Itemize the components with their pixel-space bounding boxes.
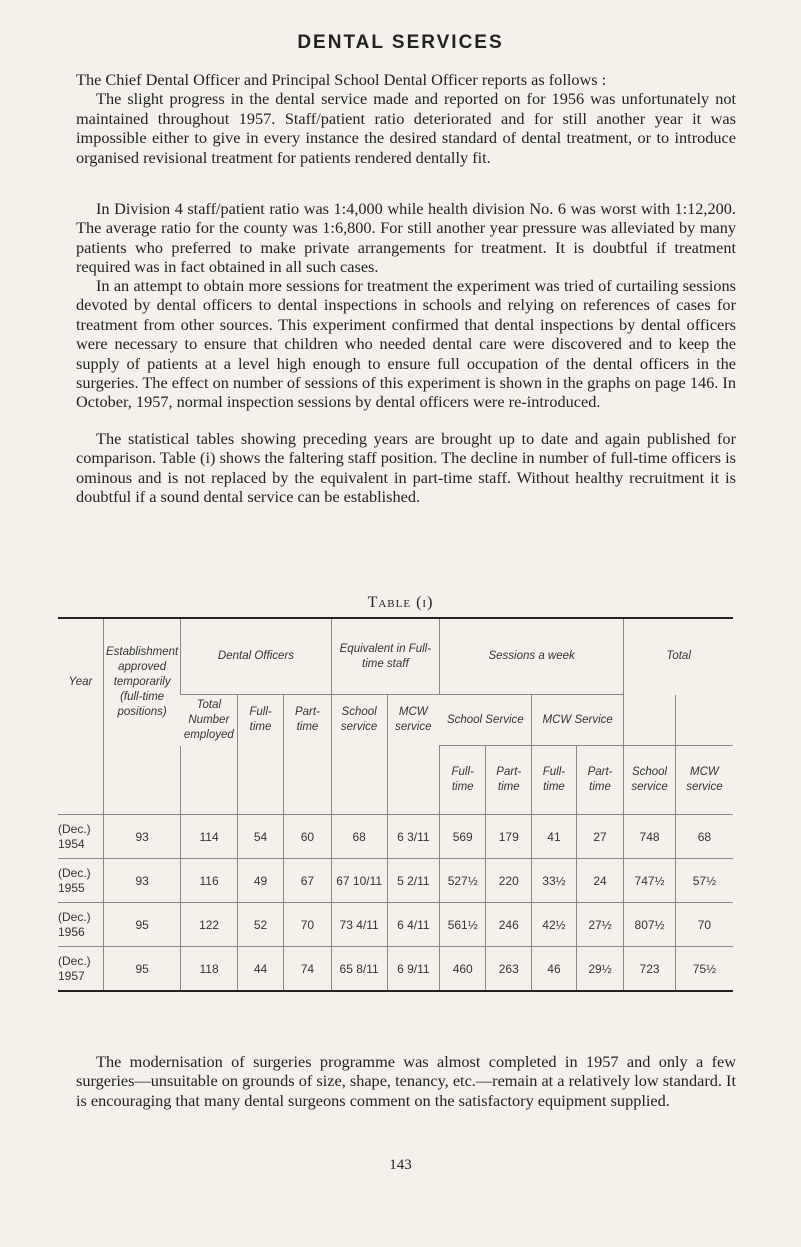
table-cell: 723 (624, 947, 676, 992)
table-row (58, 815, 733, 859)
header-sess-school-full: Full-time (440, 746, 486, 815)
table-cell: 116 (181, 859, 238, 903)
year-cell: (Dec.) 1954 (58, 815, 104, 859)
header-mcw-service-group: MCW Service (532, 695, 624, 746)
table-cell: 27½ (576, 903, 623, 947)
table-cell: 67 (284, 859, 331, 903)
table-cell: 41 (532, 815, 577, 859)
paragraph: The Chief Dental Officer and Principal School Dental Officer reports as follows : (76, 70, 607, 89)
paragraph: In Division 4 staff/patient ratio was 1:4,000 while health division No. 6 was worst with 1:12,200. The average ratio for the county was 1:6,800. For still another year pressure was alleviated by many patients who preferred to make private arrangements for treatment. It is doubtful if treatment required was in fact obtained in all such cases. (76, 199, 736, 277)
table-cell: 93 (104, 815, 181, 859)
year-cell: (Dec.) 1955 (58, 859, 104, 903)
header-sess-mcw-full: Full-time (532, 746, 577, 815)
table-cell: 68 (331, 815, 387, 859)
table-cell: 6 4/11 (387, 903, 439, 947)
table-row (58, 859, 733, 903)
header-year: Year (58, 618, 104, 746)
paragraph-block (76, 199, 736, 277)
year-cell: (Dec.) 1957 (58, 947, 104, 992)
table-cell: 114 (181, 815, 238, 859)
table-cell: 93 (104, 859, 181, 903)
table-cell: 24 (576, 859, 623, 903)
table-cell: 527½ (440, 859, 486, 903)
page-number: 143 (389, 1157, 412, 1173)
header-sessions: Sessions a week (440, 618, 624, 695)
paragraph: The slight progress in the dental service made and reported on for 1956 was unfortunately not maintained throughout 1957. Staff/patient ratio deteriorated and for still another year it was impossible either to give in every instance the desired standard of dental treatment, or to introduce organised revisional treatment for patients rendered dentally fit. (76, 89, 736, 167)
table-cell: 122 (181, 903, 238, 947)
paragraph: The statistical tables showing preceding years are brought up to date and again published for comparison. Table (i) shows the faltering staff position. The decline in number of full-time officers is ominous and is not replaced by the equivalent in part-time staff. Without healthy recruitment it is doubtful if a sound dental service can be established. (76, 429, 736, 507)
table-cell: 460 (440, 947, 486, 992)
year-cell: (Dec.) 1956 (58, 903, 104, 947)
table-caption: Table (i) (367, 594, 434, 611)
table-cell: 65 8/11 (331, 947, 387, 992)
table-cell: 44 (237, 947, 283, 992)
header-part-time: Part-time (284, 695, 331, 746)
table-cell: 73 4/11 (331, 903, 387, 947)
table-cell: 95 (104, 947, 181, 992)
paragraph-block (76, 429, 736, 507)
header-equivalent: Equivalent in Full-time staff (331, 618, 439, 695)
table-cell: 42½ (532, 903, 577, 947)
paragraph-block (76, 276, 736, 412)
table-cell: 60 (284, 815, 331, 859)
table-cell: 748 (624, 815, 676, 859)
table-cell: 6 3/11 (387, 815, 439, 859)
table-cell: 46 (532, 947, 577, 992)
intro-paragraphs (76, 70, 736, 167)
table-cell: 70 (284, 903, 331, 947)
header-full-time: Full-time (237, 695, 283, 746)
header-sess-school-part: Part-time (486, 746, 532, 815)
header-spacer (624, 695, 676, 746)
header-establishment: Establishment approved temporarily (full-time positions) (104, 618, 181, 746)
table-cell: 49 (237, 859, 283, 903)
table-cell: 569 (440, 815, 486, 859)
table-cell: 807½ (624, 903, 676, 947)
paragraph-block (76, 1052, 736, 1110)
table-cell: 33½ (532, 859, 577, 903)
table-cell: 74 (284, 947, 331, 992)
table-cell: 220 (486, 859, 532, 903)
staff-table (58, 617, 733, 992)
header-total: Total (624, 618, 733, 695)
table-cell: 118 (181, 947, 238, 992)
header-total-school: School service (624, 746, 676, 815)
page-heading: DENTAL SERVICES (297, 32, 504, 53)
table-row (58, 903, 733, 947)
table-cell: 6 9/11 (387, 947, 439, 992)
header-total-mcw: MCW service (675, 746, 733, 815)
header-total-employed: Total Number employed (181, 695, 238, 746)
header-sess-mcw-part: Part-time (576, 746, 623, 815)
paragraph: In an attempt to obtain more sessions for treatment the experiment was tried of curtailing sessions devoted by dental officers to dental inspections in schools and relying on references of cases for treatment from other sources. This experiment confirmed that dental inspections by dental officers were necessary to ensure that children who needed dental care were discovered and to keep the supply of patients at a level high enough to ensure full occupation of the dental officers in the surgeries. The effect on number of sessions of this experiment is shown in the graphs on page 146. In October, 1957, normal inspection sessions by dental officers were re-introduced. (76, 276, 736, 412)
header-spacer (675, 695, 733, 746)
header-dental-officers: Dental Officers (181, 618, 331, 695)
table-row (58, 947, 733, 992)
header-equiv-school: School service (331, 695, 387, 746)
table-cell: 179 (486, 815, 532, 859)
table-cell: 27 (576, 815, 623, 859)
table-cell: 57½ (675, 859, 733, 903)
table-cell: 95 (104, 903, 181, 947)
table-cell: 52 (237, 903, 283, 947)
header-equiv-mcw: MCW service (387, 695, 439, 746)
table-cell: 29½ (576, 947, 623, 992)
table-cell: 75½ (675, 947, 733, 992)
table-cell: 263 (486, 947, 532, 992)
table-cell: 561½ (440, 903, 486, 947)
paragraph: The modernisation of surgeries programme was almost completed in 1957 and only a few surgeries—unsuitable on grounds of size, shape, tenancy, etc.—remain at a relatively low standard. It is encouraging that many dental surgeons comment on the satisfactory equipment supplied. (76, 1052, 736, 1110)
table-cell: 67 10/11 (331, 859, 387, 903)
table-cell: 54 (237, 815, 283, 859)
table-cell: 246 (486, 903, 532, 947)
table-cell: 68 (675, 815, 733, 859)
header-school-service-group: School Service (440, 695, 532, 746)
table-cell: 5 2/11 (387, 859, 439, 903)
table-cell: 747½ (624, 859, 676, 903)
table-cell: 70 (675, 903, 733, 947)
